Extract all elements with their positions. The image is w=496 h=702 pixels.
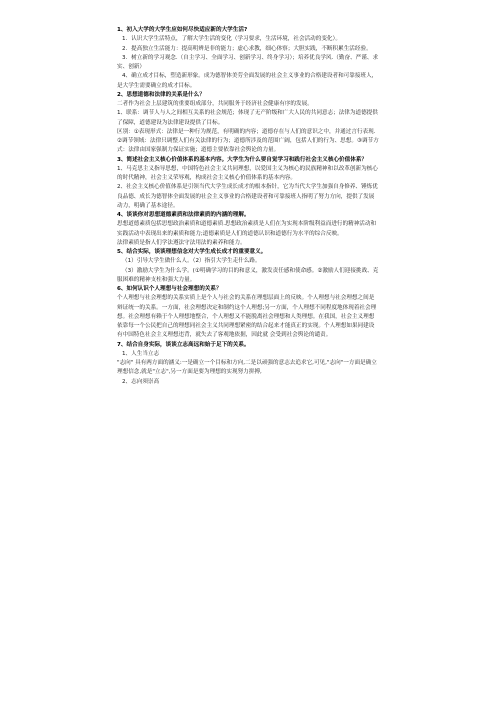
- answer-line: "志向" 具有两方面的涵义:一是确立一个目标和方向,二是以顽强的意志去追求它,可见,"志向"一方面是确立理想信念,就是"立志",另一方面是要为理想的实现努力拼搏,: [117, 360, 377, 376]
- question-4-heading: 4、谈谈你对思想道德素质和法律素质的内涵的理解。: [117, 212, 250, 218]
- question-1-heading: 1、初入大学的大学生应如何尽快适应新的大学生活?: [117, 27, 248, 33]
- answer-line: 区别：①表现形式：法律是一种行为规范，有明确的内容；道德存在与人们的意识之中，并通过言行表现. ②调节领域：法律只调整人们有关法律的行为；道德所涉及的范围广阔，包括人们的行为、思想。③调节方式：法律由国家强制力保证实施；道德主要依靠社会舆论的力量。: [117, 128, 379, 154]
- answer-line: 二者作为社会上层建筑的重要组成部分，共同服务于经济社会健康有序的发展。: [117, 101, 313, 107]
- answer-line: 2．提高独立生活能力：提高明辨是非的能力；虚心求教，细心体察；大胆实践，不断积累生活经验。: [122, 45, 372, 52]
- answer-line: 思想道德素质包括思想政治素质和道德素质.思想政治素质是人们在为实现本阶级利益而进行的精神活动和实践活动中表现出来的素质和能力;道德素质是人们的道德认识和道德行为水平的综合反映。: [117, 221, 377, 237]
- answer-line: 1、马克思主义指导思想，中国特色社会主义共同理想，以爱国主义为核心的民族精神和以改革创新为核心的时代精神，社会主义荣辱观，构成社会主义核心价值体系的基本内容。: [117, 165, 378, 181]
- answer-line: 2、社会主义核心价值体系是引领当代大学生成长成才的根本指针，它为当代大学生加强自身修养、锤炼优良品德、成长为德智体全面发展的社会主义事业的合格建设者和可靠接班人指明了努力方向，提供了发展动力，明确了基本途径。: [117, 184, 378, 209]
- answer-line: 3．树立新的学习观念.（自主学习、全面学习、创新学习、终身学习）；培养优良学风.（勤奋、严谨、求实、创新）: [117, 54, 379, 70]
- question-5-heading: 5、结合实际，谈谈理想信念对大学生成长成才的重要意义。: [117, 249, 267, 255]
- answer-line: （3）激励大学生为什么学。(①明确学习的目的和意义，激发责任感和使命感。②激励人们迎接挑战、克服困难的精神支柱和强大力量。: [117, 267, 379, 283]
- question-6-heading: 6、如何认识个人理想与社会理想的关系？: [117, 286, 222, 292]
- answer-line: 1、人生当立志: [122, 350, 160, 357]
- answer-line: 2、志向须崇高: [122, 378, 160, 385]
- question-3-heading: 3、简述社会主义核心价值体系的基本内容。大学生为什么要自觉学习和践行社会主义核心价值体系？: [117, 156, 368, 163]
- answer-line: 4、确立成才目标，塑造新形象。成为德智体美劳全面发展的社会主义事业的合格建设者和可靠接班人，是大学生需要确立的成才目标。: [117, 73, 378, 89]
- answer-line: 个人理想与社会理想的关系实质上是个人与社会的关系在理想层面上的反映。个人理想与社会理想之间是辩证统一的关系。一方面，社会理想决定和制约这个人理想;另一方面，个人理想不同程度地体现着社会理想。社会理想有赖于个人理想地整合，个人理想又不能脱离社会理想和人类理想。在我国，社会主义理想依靠每一个公民把自己的理想同社会主义共同理想紧密的结合起来才能真正的实现。个人理想如果同建设有中国特色社会主义理想违背，就失去了客观地依据，因此就 会受到社会舆论的谴责。: [117, 295, 377, 339]
- question-2-heading: 2、思想道德和法律的关系是什么？: [117, 91, 205, 98]
- question-7-heading: 7、结合自身实际，谈谈立志高远和始于足下的关系。: [117, 341, 250, 348]
- document-body: [117, 26, 379, 387]
- answer-line: 1．认识大学生活特点，了解大学生活的变化（学习要求，生活环境，社会活动的变化）。: [122, 36, 341, 43]
- answer-line: 法律素质是指人们学法遵法守法用法的素养和能力。: [117, 239, 246, 246]
- answer-line: （1）引导大学生做什么人。（2）指引大学生走什么路。: [122, 258, 261, 265]
- answer-line: 1、联系：调节人与人之间相互关系的社会规范；体现了无产阶级和广大人民的共同意志；法律为道德提供了保障，道德建设为法律建设提供了目标。: [117, 110, 378, 126]
